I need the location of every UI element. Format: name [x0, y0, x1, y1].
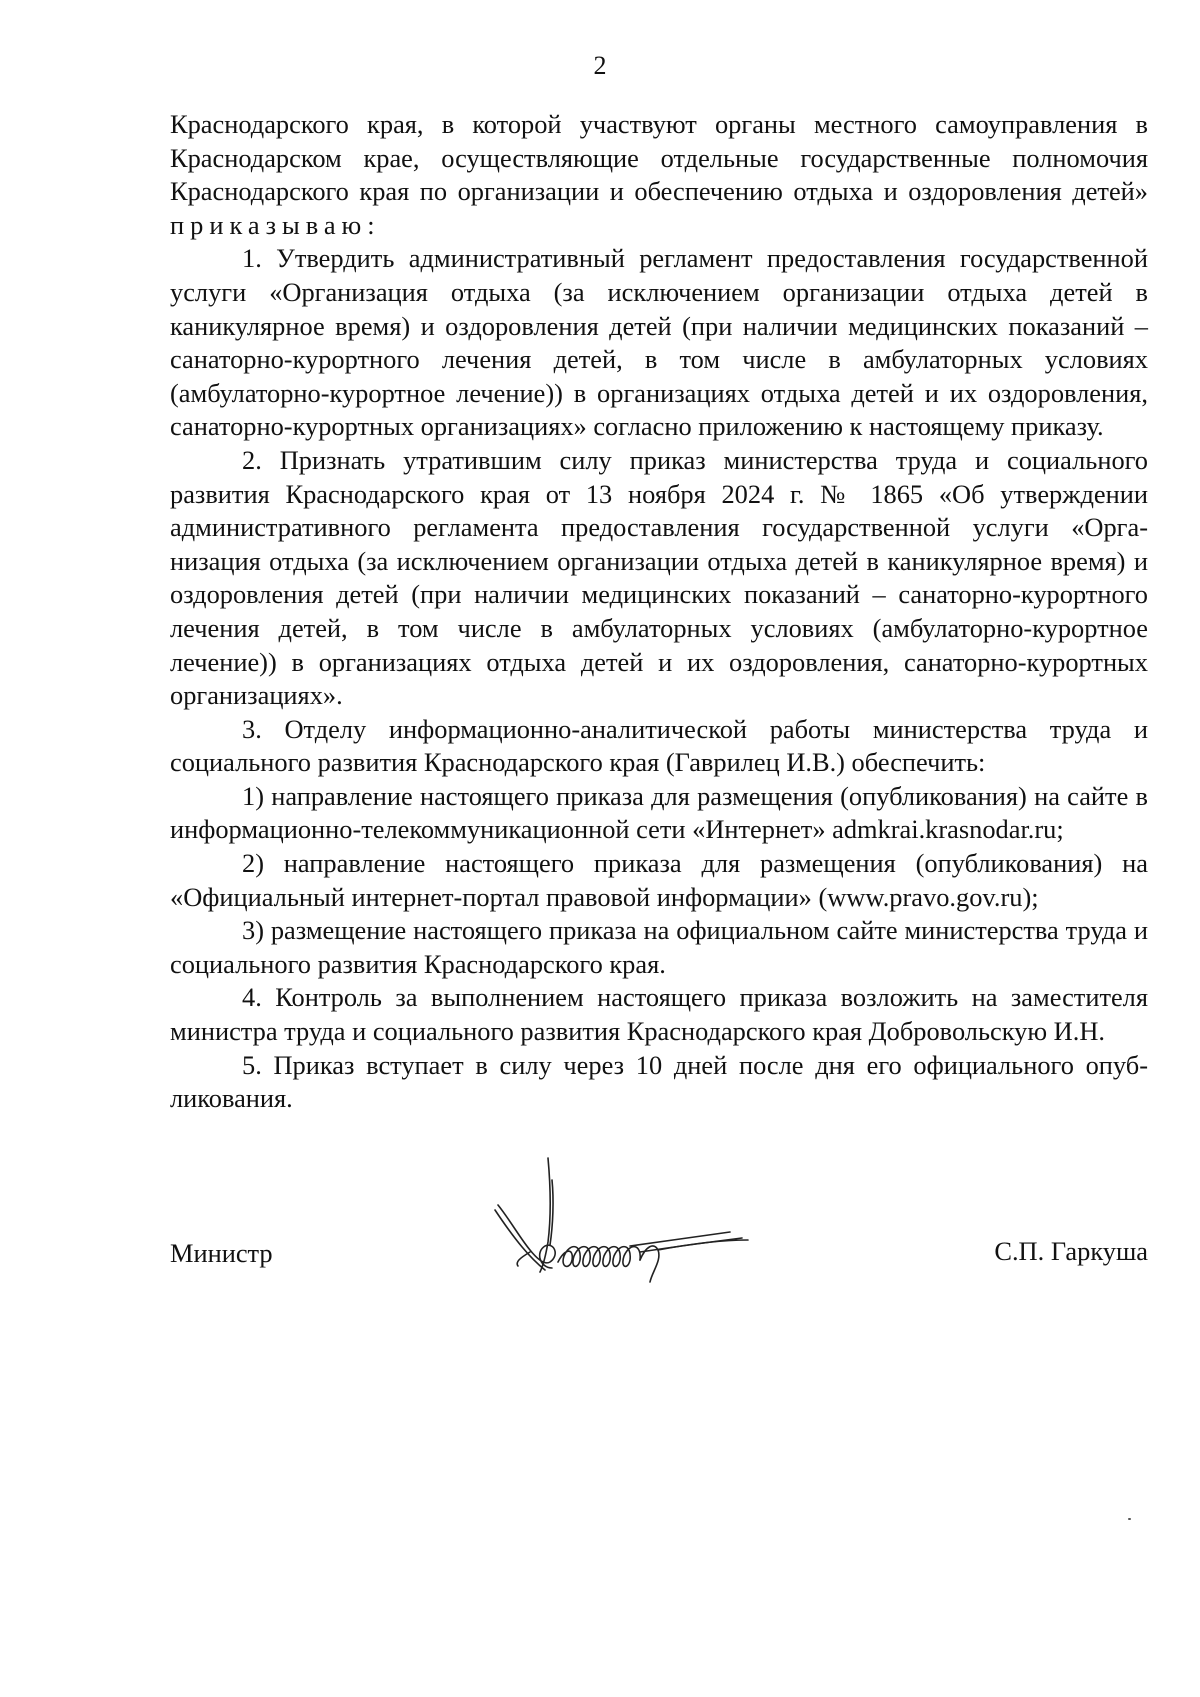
signature-block: [170, 1236, 1148, 1276]
paragraph-item-3-2: 2) направление настоящего приказа для размещения (опубликования) на «Официальный интернет-портал правовой информации» (www.pravo.gov.ru);: [170, 848, 1148, 912]
paragraph-item-3: 3. Отделу информационно-аналитической работы министерства труда и социального развития Краснодарского края (Гаврилец И.В.) обеспечить:: [170, 713, 1148, 778]
scan-speck: [1128, 1518, 1131, 1520]
document-body: [170, 108, 1148, 1116]
page-number: 2: [593, 51, 607, 80]
decree-word: приказываю:: [170, 209, 381, 240]
paragraph-item-3-1: 1) направление настоящего приказа для размещения (опубликования) на сайте в информационно-телекоммуникационной сети «Интернет» admkrai.krasnodar.ru;: [170, 780, 1148, 845]
paragraph-item-3-3: 3) размещение настоящего приказа на официальном сайте министерства труда и социального развития Краснодарского края.: [170, 915, 1148, 979]
paragraph-preamble: [170, 108, 1148, 242]
signatory-title: Министр: [170, 1238, 273, 1268]
handwritten-signature: [490, 1150, 820, 1320]
signatory-name: С.П. Гаркуша: [994, 1236, 1148, 1266]
preamble-text: Краснодарского края, в которой участвуют органы местного самоуправления в Краснодарском крае, осуществляющие отдельные государственные полномочия Краснодарского края по организации и обеспечению отдыха и оздоровления детей»: [170, 109, 1148, 207]
paragraph-item-4: 4. Контроль за выполнением настоящего приказа возложить на заместителя министра труда и социального развития Краснодарского края Добровольскую И.Н.: [170, 982, 1148, 1047]
paragraph-item-2: 2. Признать утратившим силу приказ министерства труда и социального развития Краснодарского края от 13 ноября 2024 г. № 1865 «Об утверждении административного регламента предоставления государственной услуги «Организация отдыха (за исключением организации отдыха детей в каникулярное время) и оздоровления детей (при наличии медицинских показаний – санаторно-курортного лечения детей, в том числе в амбулаторных условиях (амбулаторно-курортное лечение)) в организациях отдыха детей и их оздоровления, санаторно-курортных организациях».: [170, 444, 1148, 711]
paragraph-item-1: 1. Утвердить административный регламент предоставления государственной услуги «Организация отдыха (за исключением организации отдыха детей в каникулярное время) и оздоровления детей (при наличии медицинских показаний – санаторно-курортного лечения детей, в том числе в амбулаторных условиях (амбулаторно-курортное лечение)) в организациях отдыха детей и их оздоровления, санаторно-курортных организациях» согласно приложению к настоящему приказу.: [170, 243, 1148, 442]
paragraph-item-5: 5. Приказ вступает в силу через 10 дней после дня его официального опубликования.: [170, 1049, 1148, 1114]
